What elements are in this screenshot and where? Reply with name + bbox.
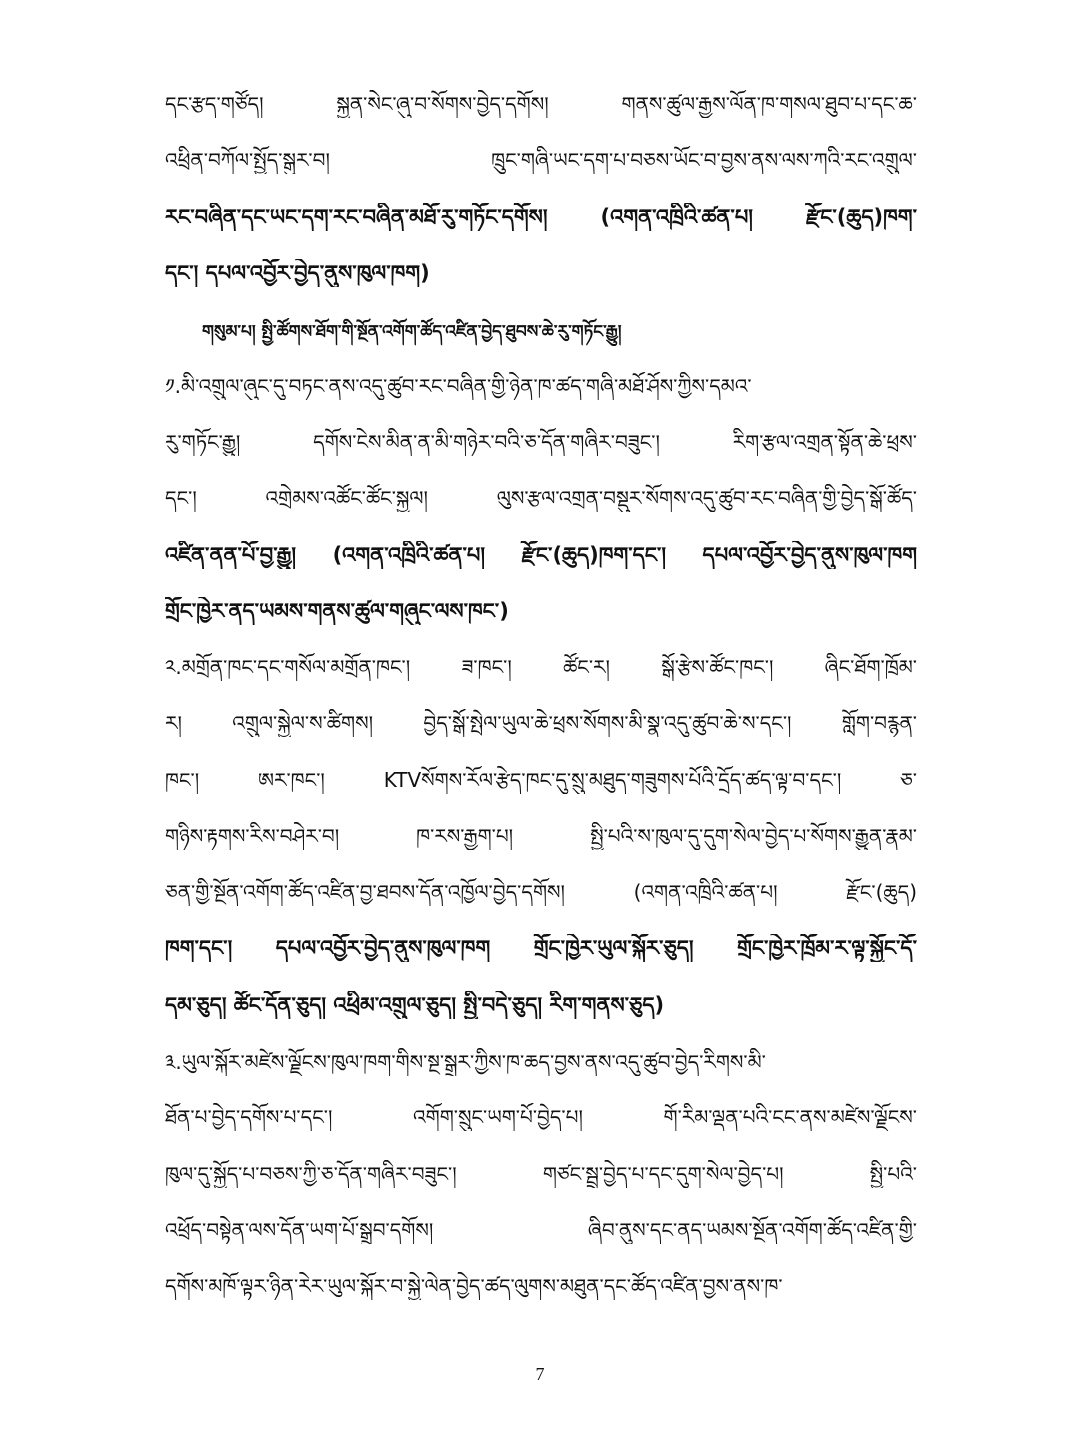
text-line: འཕྲོད་བསྟེན་ལས་དོན་ཡག་པོ་སྒྲུབ་དགོས། ཞིབ་ནུས་དང་ནད་ཡམས་སྔོན་འགོག་ཚོད་འཛིན་གྱི་	[165, 1218, 917, 1242]
text-line: ༢.མགྲོན་ཁང་དང་གསོལ་མགྲོན་ཁང་། ཟ་ཁང་། ཚོང་ར། སྒོ་རྩེས་ཚོང་ཁང་། ཞིང་ཐོག་ཁྲོམ་	[165, 655, 917, 679]
text-line: ༡.མི་འགྲུལ་ཞུང་དུ་བཏང་ནས་འདུ་ཚུབ་རང་བཞིན་གྱི་ཉེན་ཁ་ཚད་གཞི་མཐོ་ཤོས་ཀྱིས་དམའ་	[165, 374, 752, 398]
text-line: ཁང་། ཨར་ཁང་། KTVསོགས་རོལ་རྩེད་ཁང་དུ་སྲུ་མཐུད་གཟུགས་པོའི་དྲོད་ཚད་ལྟ་བ་དང་། ཅ་	[165, 768, 917, 792]
page-number: 7	[535, 1364, 545, 1384]
text-line: ཐོན་པ་བྱེད་དགོས་པ་དང་། འགོག་སྲུང་ཡག་པོ་བྱེད་པ། གོ་རིམ་ལྡན་པའི་ངང་ནས་མཛེས་ལྗོངས་	[165, 1105, 917, 1129]
section-heading: གསུམ་པ། སྤྱི་ཚོགས་ཐོག་གི་སྔོན་འགོག་ཚོད་འཛིན་བྱེད་ཐུབས་ཆེ་རུ་གཏོང་རྒྱུ།	[202, 322, 622, 342]
text-line: ༣.ཡུལ་སྐོར་མཛེས་ལྗོངས་ཁུལ་ཁག་གིས་སྔ་སྒྲར་ཀྱིས་ཁ་ཆད་བྱས་ནས་འདུ་ཚུབ་བྱེད་རིགས་མི་	[165, 1050, 766, 1074]
text-line-bold: དམ་ཅུད། ཚོང་དོན་ཅུད། འཕྲིམ་འགྲུལ་ཅུད། སྤྱི་བདེ་ཅུད། རིག་གནས་ཅུད)	[165, 993, 665, 1017]
text-line: ར། འགྲུལ་སྐྱེལ་ས་ཚིགས། བྱེད་སྒོ་སྤེལ་ཡུལ་ཆེ་ཕྲས་སོགས་མི་སྣ་འདུ་ཚུབ་ཆེ་ས་དང་། གློག་བརྙན་	[165, 711, 917, 735]
text-line: ཁུལ་དུ་སྐྱོད་པ་བཅས་ཀྱི་ཅ་དོན་གཞིར་བཟུང་། གཙང་སྦྲ་བྱེད་པ་དང་དུག་སེལ་བྱེད་པ། སྤྱི་པའི་	[165, 1162, 917, 1186]
text-line-bold: དང་། དཔལ་འབྱོར་བྱེད་ནུས་ཁུལ་ཁག)	[165, 261, 430, 285]
text-line: དང་། འགྲེམས་འཚོང་ཚོང་སྐྱལ། ལུས་རྩལ་འགྲན་བསྡུར་སོགས་འདུ་ཚུབ་རང་བཞིན་གྱི་བྱེད་སྒོ་ཚོད་	[165, 486, 917, 510]
text-line: འཕྲིན་བཀོལ་སྤྱོད་སྒུར་བ། ཁྲུང་གཞི་ཡང་དག་པ་བཅས་ཡོང་བ་བྱས་ནས་ལས་ཀའི་རང་འགྲུལ་	[165, 148, 917, 172]
text-line: དགོས་མཁོ་ལྟར་ཉིན་རེར་ཡུལ་སྐོར་བ་སྐྱེ་ལེན་བྱེད་ཚད་ལུགས་མཐུན་དང་ཚོད་འཛིན་བྱས་ནས་ཁ་	[165, 1274, 783, 1298]
text-line-bold: གྲོང་ཁྱེར་ནད་ཡམས་གནས་ཚུལ་གཞུང་ལས་ཁང་)	[165, 599, 509, 623]
text-line-bold: ཁག་དང་། དཔལ་འབྱོར་བྱེད་ནུས་ཁུལ་ཁག གྲོང་ཁྱེར་ཡུལ་སྐོར་ཅུད། གྲོང་ཁྱེར་ཁྲོམ་ར་ལྟ་སྐྱོང་དོ་	[165, 936, 917, 960]
text-line: རུ་གཏོང་རྒྱུ། དགོས་ངེས་མིན་ན་མི་གཉེར་བའི་ཅ་དོན་གཞིར་བཟུང་། རིག་རྩལ་འགྲན་སྟོན་ཆེ་ཕྲས་	[165, 430, 917, 454]
text-line-bold: འཛིན་ནན་པོ་བྱ་རྒྱུ། (འགན་འཁྲིའི་ཚན་པ། རྫོང་(ཆུད)ཁག་དང་། དཔལ་འབྱོར་བྱེད་ནུས་ཁུལ་ཁག	[165, 543, 917, 567]
text-line: གཉིས་རྟགས་རིས་བཤེར་བ། ཁ་རས་རྒྱག་པ། སྤྱི་པའི་ས་ཁུལ་དུ་དུག་སེལ་བྱེད་པ་སོགས་རྒྱུན་རྣམ་	[165, 824, 917, 848]
text-line-bold: རང་བཞིན་དང་ཡང་དག་རང་བཞིན་མཐོ་རུ་གཏོང་དགོས། (འགན་འཁྲིའི་ཚན་པ། རྫོང་(ཆུད)ཁག་	[165, 205, 917, 229]
text-line: ཅན་གྱི་སྔོན་འགོག་ཚོད་འཛིན་བྱ་ཐབས་དོན་འཁྱོལ་བྱེད་དགོས། (འགན་འཁྲིའི་ཚན་པ། རྫོང་(ཆུད)	[165, 880, 917, 904]
text-line: དང་རྩད་གཙོད། སྐྱན་སེང་ཞུ་བ་སོགས་བྱེད་དགོས། གནས་ཚུལ་རྒྱས་ལོན་ཁ་གསལ་ཐུབ་པ་དང་ཆ་	[165, 92, 917, 116]
